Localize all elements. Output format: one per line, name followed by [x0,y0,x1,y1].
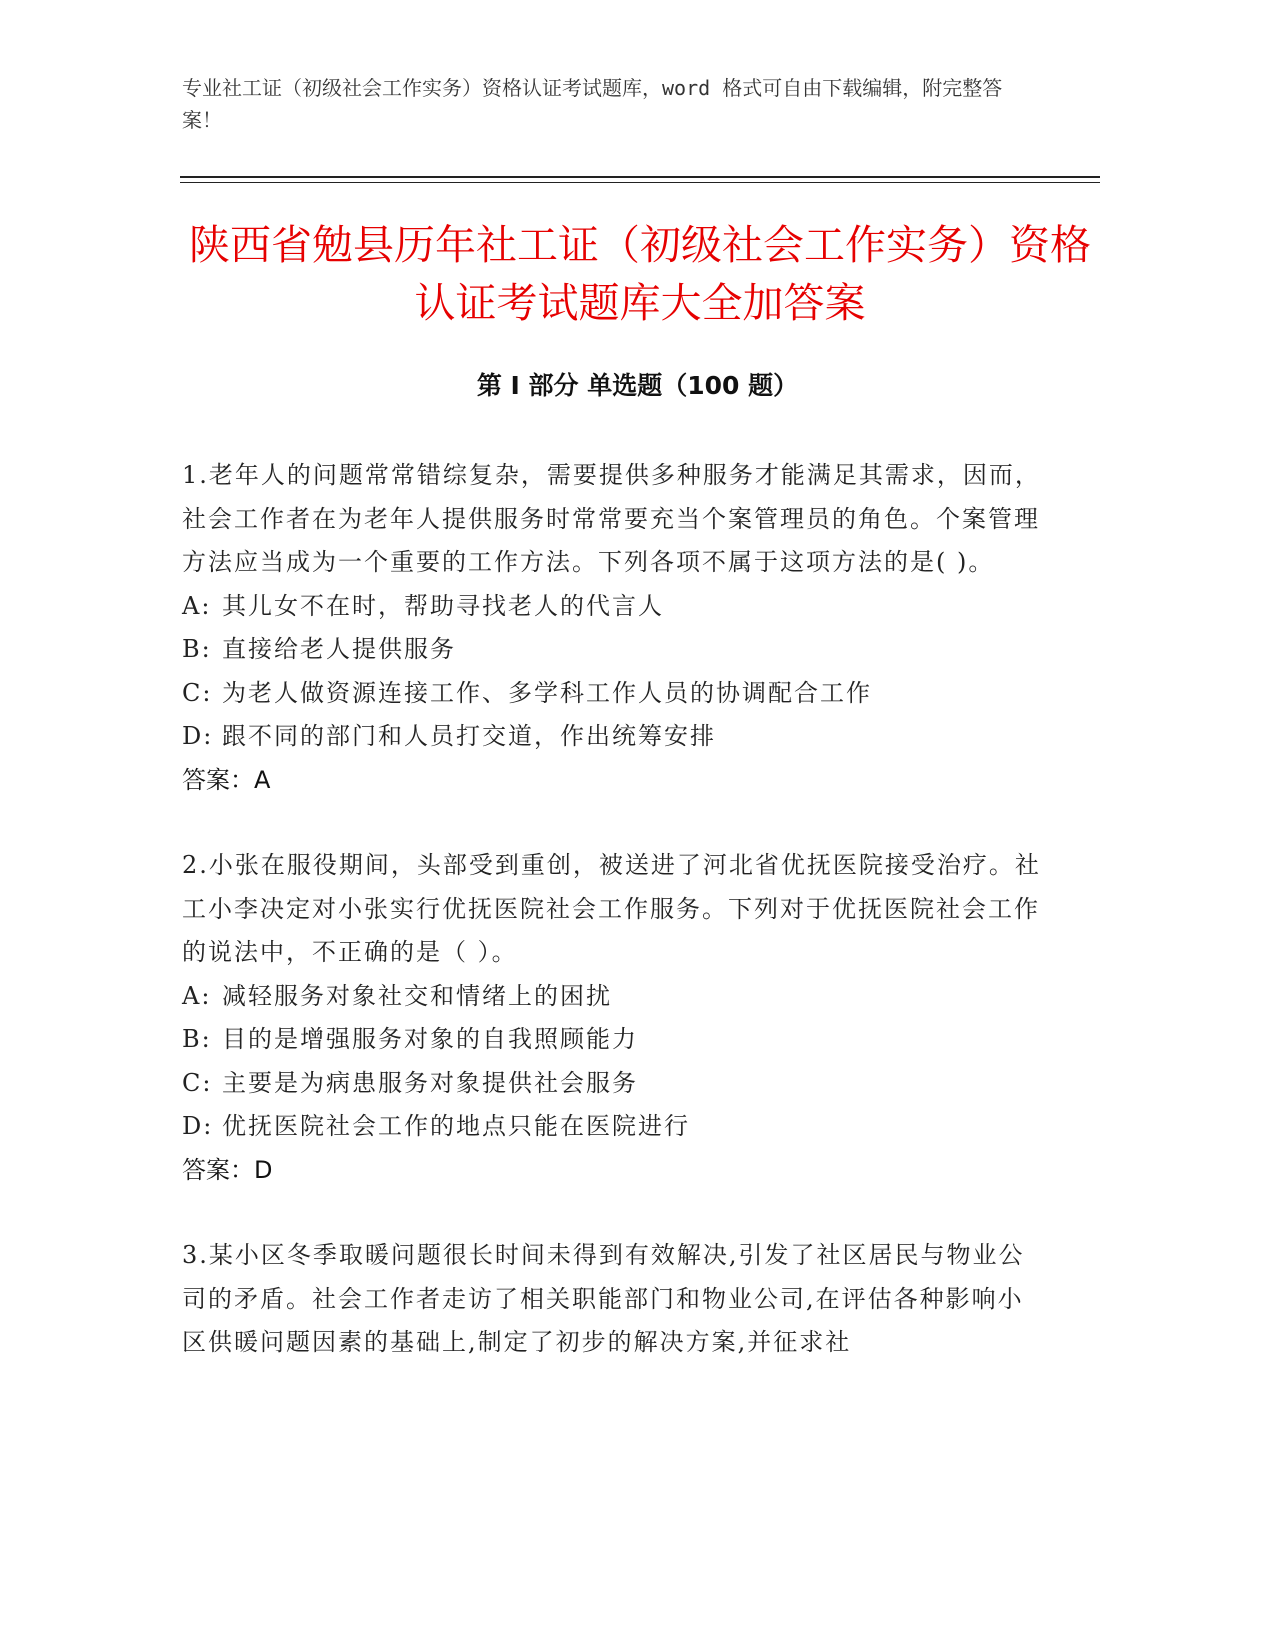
option-text: 减轻服务对象社交和情绪上的困扰 [222,981,612,1010]
option-text: 目的是增强服务对象的自我照顾能力 [222,1025,638,1053]
question-stem: 1.老年人的问题常常错综复杂，需要提供多种服务才能满足其需求，因而，社会工作者在为老年人提供服务时常常要充当个案管理员的角色。个案管理方法应当成为一个重要的工作方法。下列各项不属于这项方法的是( )。 [182,461,1041,576]
option-letter: C: [182,678,213,707]
document-title: 陕西省勉县历年社工证（初级社会工作实务）资格认证考试题库大全加答案 [189,221,1091,327]
option-letter: A: [182,591,212,620]
option-letter: A: [182,981,212,1010]
option-letter: B: [182,1025,212,1053]
option-letter: D: [182,1112,214,1140]
question-list [182,454,1042,1407]
answer-line: 答案：A [182,765,271,794]
option-text: 主要是为病患服务对象提供社会服务 [222,1068,638,1097]
option-c [182,672,1042,716]
option-letter: C: [182,1068,213,1097]
question-stem: 3.某小区冬季取暖问题很长时间未得到有效解决,引发了社区居民与物业公司的矛盾。社会工作者走访了相关职能部门和物业公司,在评估各种影响小区供暖问题因素的基础上,制定了初步的解决方案,并征求社 [182,1241,1025,1356]
option-a [182,975,1042,1019]
option-letter: D: [182,722,214,750]
option-d [182,715,1042,759]
option-b [182,1018,1042,1062]
option-text: 为老人做资源连接工作、多学科工作人员的协调配合工作 [222,678,872,707]
option-text: 直接给老人提供服务 [222,635,456,663]
option-letter: B: [182,635,212,663]
question-1 [182,454,1042,802]
answer-line: 答案：D [182,1155,273,1184]
option-text: 其儿女不在时，帮助寻找老人的代言人 [222,591,664,620]
option-b [182,628,1042,672]
question-stem: 2.小张在服役期间，头部受到重创，被送进了河北省优抚医院接受治疗。社工小李决定对小张实行优抚医院社会工作服务。下列对于优抚医院社会工作的说法中，不正确的是（ ）。 [182,851,1041,966]
option-d [182,1105,1042,1149]
question-2 [182,844,1042,1192]
header-note: 专业社工证（初级社会工作实务）资格认证考试题库，word 格式可自由下载编辑，附完整答案！ [182,76,1003,132]
option-c [182,1062,1042,1106]
option-text: 跟不同的部门和人员打交道，作出统筹安排 [222,722,716,750]
header-divider-thin [180,182,1100,183]
option-text: 优抚医院社会工作的地点只能在医院进行 [222,1112,690,1140]
question-3 [182,1234,1042,1365]
header-divider-thick [180,176,1100,178]
option-a [182,585,1042,629]
section-heading: 第 I 部分 单选题（100 题） [476,371,799,400]
